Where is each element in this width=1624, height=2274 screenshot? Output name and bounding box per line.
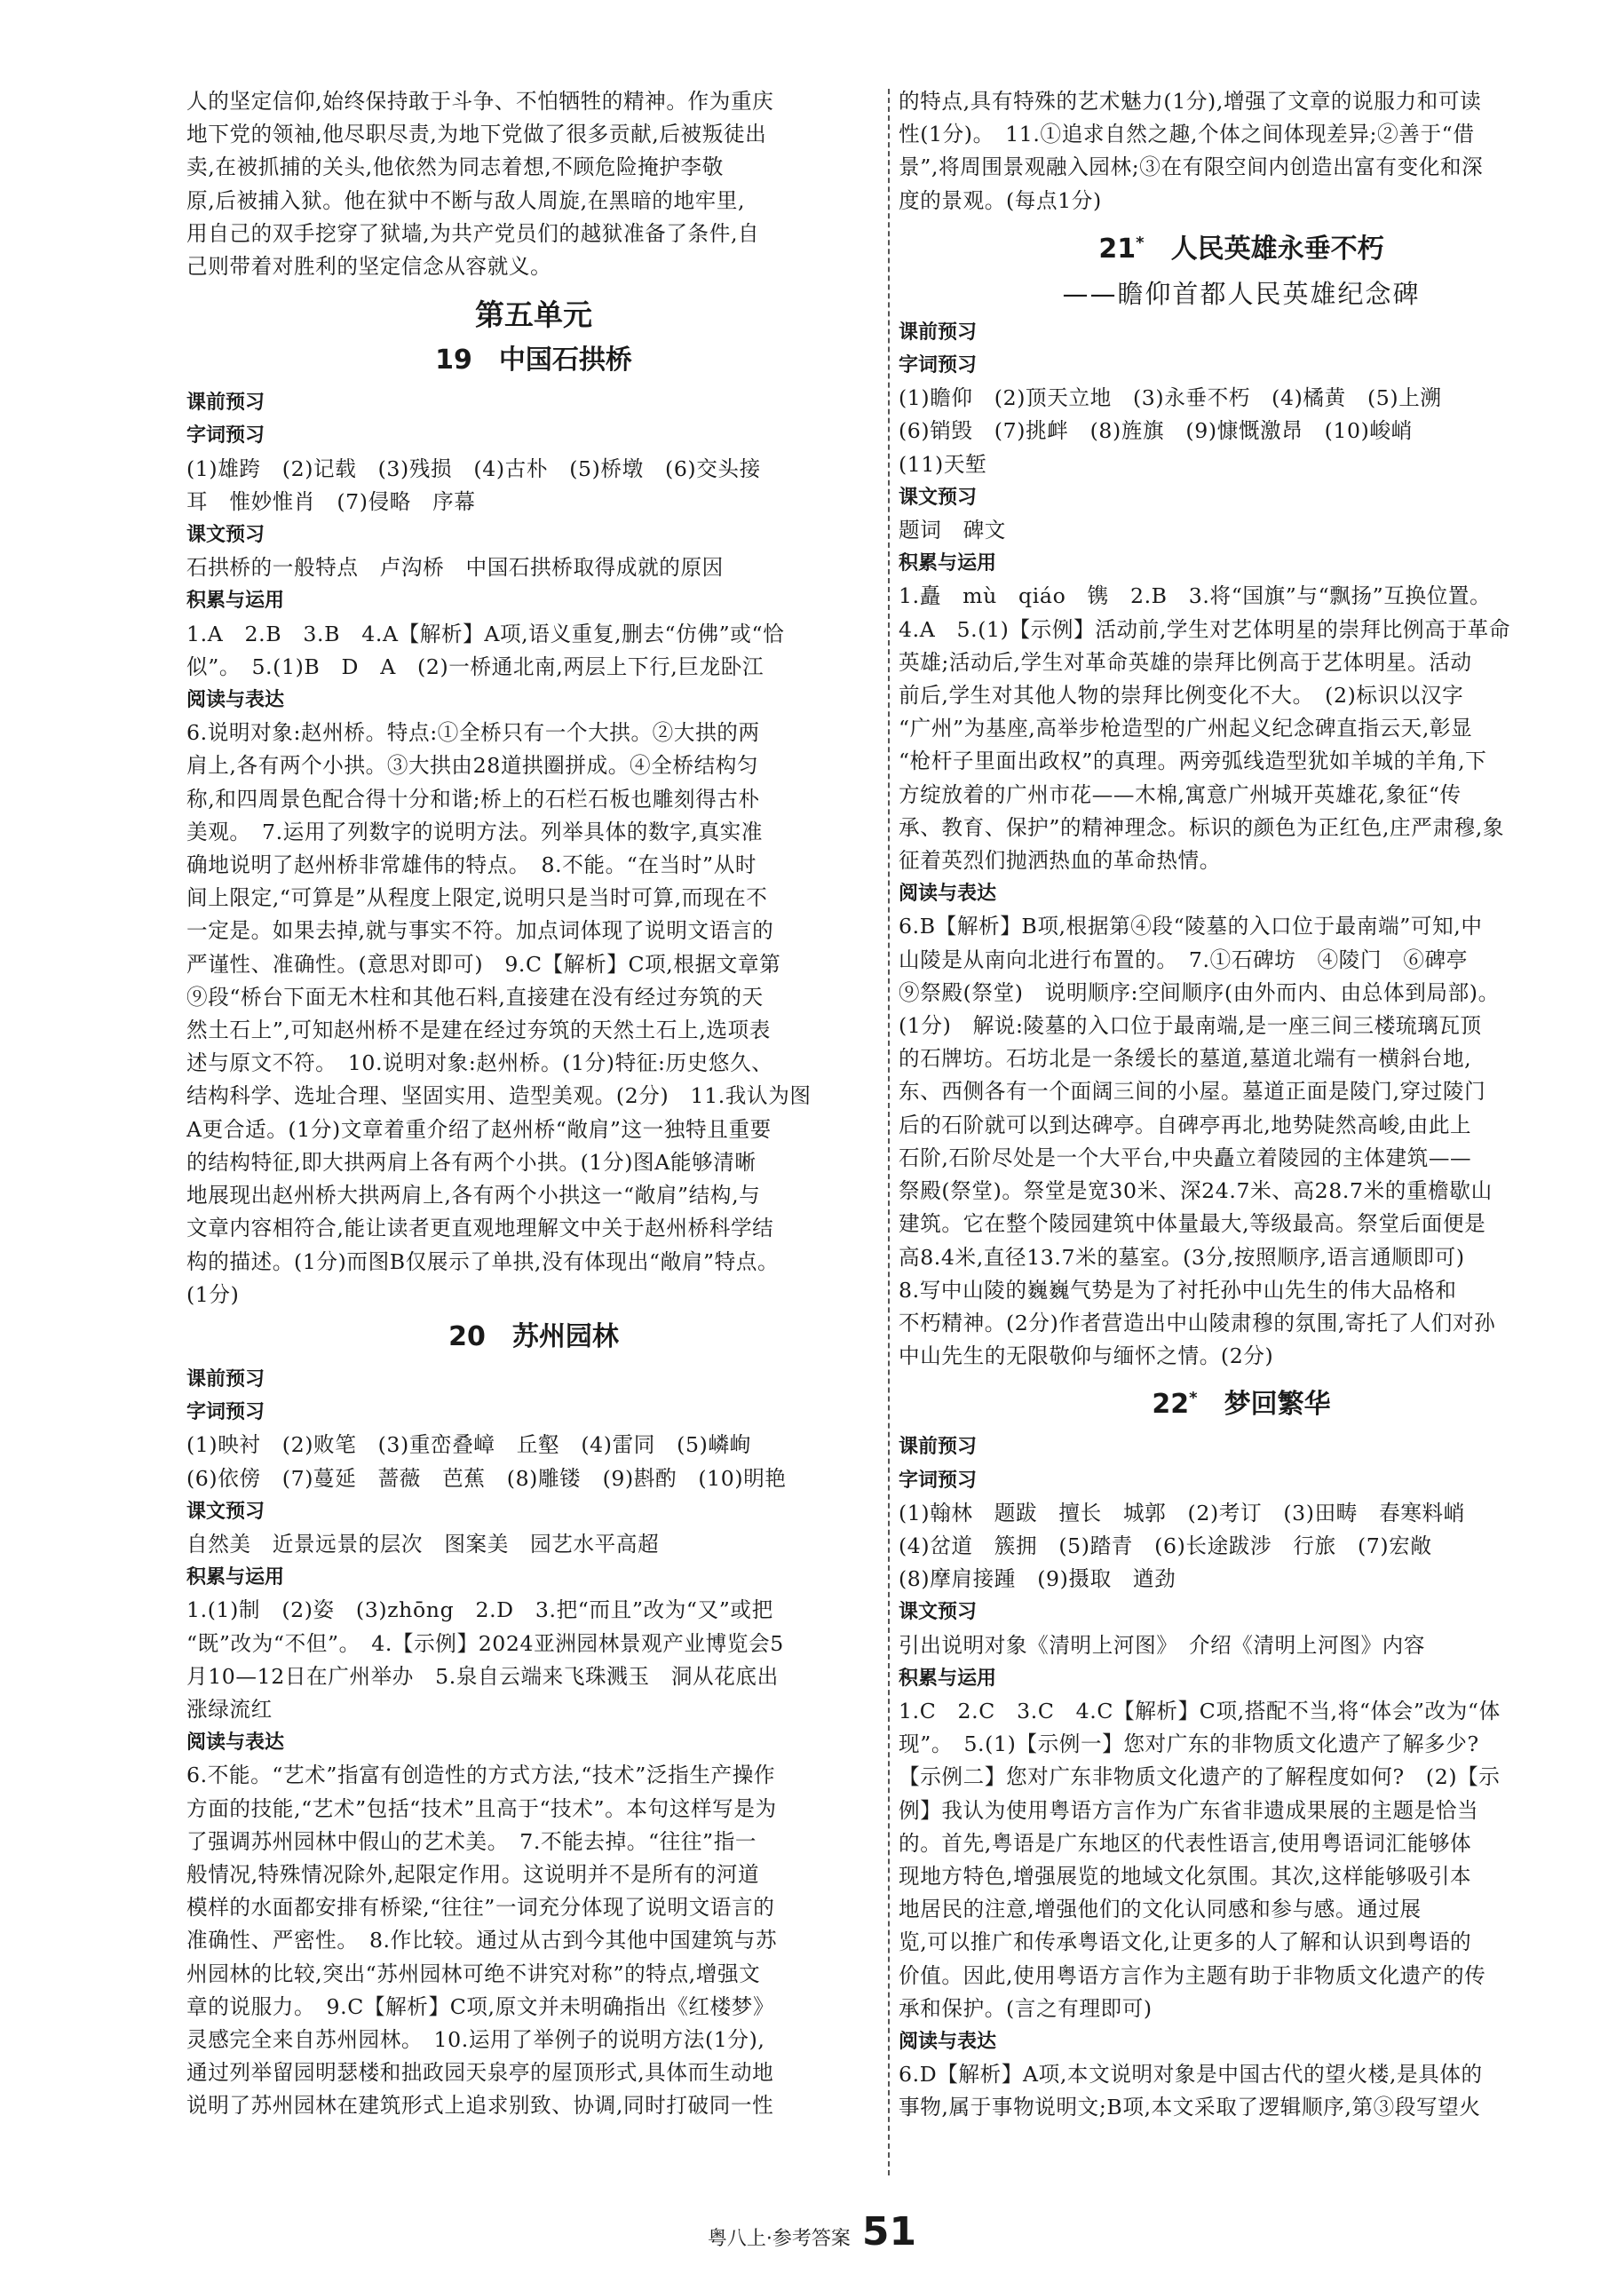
section-heading: 字词预习 — [186, 424, 265, 448]
lesson-title — [899, 1378, 1584, 1425]
text-line: (8)摩肩接踵 (9)摄取 遒劲 — [899, 1566, 1176, 1592]
page-number: 51 — [861, 2209, 917, 2254]
reading-answers — [899, 2058, 1584, 2124]
text-line: 说明了苏州园林在建筑形式上追求别致、协调,同时打破同一性 — [186, 2093, 774, 2119]
text-line: 6.B【解析】B项,根据第④段“陵墓的入口位于最南端”可知,中 — [899, 914, 1483, 939]
section-heading: 课文预习 — [899, 1601, 978, 1624]
word-preview-answers — [186, 453, 881, 519]
text-line: 景”,将周围景观融入园林;③在有限空间内创造出富有变化和深 — [899, 155, 1484, 180]
text-line: 1.矗 mù qiáo 镌 2.B 3.将“国旗”与“飘扬”互换位置。 — [899, 583, 1492, 609]
text-line: 地下党的领袖,他尽职尽责,为地下党做了很多贡献,后被叛徒出 — [186, 122, 767, 147]
lesson-22 — [899, 1378, 1584, 2124]
text-line: 肩上,各有两个小拱。③大拱由28道拱圈拼成。④全桥结构匀 — [186, 753, 759, 779]
text-line: 准确性、严密性。 8.作比较。通过从古到今其他中国建筑与苏 — [186, 1928, 778, 1953]
text-line: 原,后被捕入狱。他在狱中不断与敌人周旋,在黑暗的地牢里, — [186, 187, 746, 213]
text-line: 现”。 5.(1)【示例一】您对广东的非物质文化遗产了解多少? — [899, 1731, 1479, 1757]
section-heading: 课前预习 — [186, 392, 265, 415]
text-line: 人的坚定信仰,始终保持敢于斗争、不怕牺牲的精神。作为重庆 — [186, 89, 774, 114]
text-line: 似”。 5.(1)B D A (2)一桥通北南,两层上下行,巨龙卧江 — [186, 654, 764, 679]
lesson-20 — [186, 1317, 881, 2123]
text-preview-answers — [186, 551, 881, 584]
reading-answers — [186, 1759, 881, 2122]
accumulate-answers — [186, 1594, 881, 1726]
text-line: 中山先生的无限敬仰与缅怀之情。(2分) — [899, 1343, 1274, 1369]
text-line: 1.A 2.B 3.B 4.A【解析】A项,语义重复,删去“仿佛”或“恰 — [186, 621, 785, 646]
reading-answers — [899, 910, 1584, 1373]
text-line: 东、西侧各有一个面阔三间的小屋。墓道正面是陵门,穿过陵门 — [899, 1079, 1486, 1105]
word-preview-answers — [899, 382, 1584, 481]
text-line: 建筑。它在整个陵园建筑中体量最大,等级最高。祭堂后面便是 — [899, 1211, 1486, 1237]
text-line: 耳 惟妙惟肖 (7)侵略 序幕 — [186, 488, 476, 514]
text-line: 了强调苏州园林中假山的艺术美。 7.不能去掉。“往往”指一 — [186, 1828, 757, 1854]
footer-label: 粤八上·参考答案 — [707, 2228, 851, 2250]
section-heading: 字词预习 — [899, 354, 978, 377]
text-line: 览,可以推广和传承粤语文化,让更多的人了解和认识到粤语的 — [899, 1929, 1472, 1955]
text-line: (1分) — [186, 1281, 240, 1307]
text-line: (11)天堑 — [899, 451, 987, 477]
text-line: 方绽放着的广州市花——木棉,寓意广州城开英雄花,象征“传 — [899, 781, 1462, 807]
section-heading: 积累与运用 — [899, 552, 997, 575]
text-line: 前后,学生对其他人物的崇拜比例变化不大。 (2)标识以汉字 — [899, 683, 1464, 709]
text-line: 章的说服力。 9.C【解析】C项,原文并未明确指出《红楼梦》 — [186, 1993, 775, 2019]
text-line: 方面的技能,“艺术”包括“技术”且高于“技术”。本句这样写是为 — [186, 1795, 777, 1821]
text-line: 卖,在被抓捕的关头,他依然为同志着想,不顾危险掩护李敬 — [186, 155, 724, 180]
text-line: 引出说明对象《清明上河图》 介绍《清明上河图》内容 — [899, 1632, 1426, 1658]
text-line: 自然美 近景远景的层次 图案美 园艺水平高超 — [186, 1531, 660, 1557]
section-heading: 课前预习 — [186, 1367, 265, 1391]
text-line: 地展现出赵州桥大拱两肩上,各有两个小拱这一“敞肩”结构,与 — [186, 1183, 761, 1208]
accumulate-answers — [186, 618, 881, 684]
section-heading: 积累与运用 — [186, 1566, 285, 1589]
text-line: 6.说明对象:赵州桥。特点:①全桥只有一个大拱。②大拱的两 — [186, 720, 760, 746]
text-line: 1.C 2.C 3.C 4.C【解析】C项,搭配不当,将“体会”改为“体 — [899, 1698, 1501, 1723]
self-study-mark: * — [1136, 233, 1145, 252]
section-heading: 课文预习 — [186, 1500, 265, 1523]
text-line: 性(1分)。 11.①追求自然之趣,个体之间体现差异;②善于“借 — [899, 122, 1475, 147]
text-line: 的结构特征,即大拱两肩上各有两个小拱。(1分)图A能够清晰 — [186, 1149, 757, 1175]
text-line: 祭殿(祭堂)。祭堂是宽30米、深24.7米、高28.7米的重檐歇山 — [899, 1178, 1493, 1204]
page-footer — [0, 2209, 1624, 2254]
text-line: 月10—12日在广州举办 5.泉自云端来飞珠溅玉 洞从花底出 — [186, 1663, 779, 1689]
left-intro — [186, 85, 881, 283]
text-line: (6)销毁 (7)挑衅 (8)旌旗 (9)慷慨激昂 (10)峻峭 — [899, 418, 1413, 444]
section-heading: 课文预习 — [899, 486, 978, 509]
section-heading: 字词预习 — [186, 1401, 265, 1424]
text-line: 高8.4米,直径13.7米的墓室。(3分,按照顺序,语言通顺即可) — [899, 1244, 1465, 1270]
left-column — [186, 85, 881, 2123]
text-line: 涨绿流红 — [186, 1696, 273, 1722]
text-line: 的。首先,粤语是广东地区的代表性语言,使用粤语词汇能够体 — [899, 1830, 1472, 1856]
text-line: 承和保护。(言之有理即可) — [899, 1995, 1153, 2021]
text-line: 州园林的比较,突出“苏州园林可绝不讲究对称”的特点,增强文 — [186, 1961, 761, 1986]
section-heading: 阅读与表达 — [899, 2030, 997, 2053]
text-line: ⑨段“桥台下面无木柱和其他石料,直接建在没有经过夯筑的天 — [186, 984, 764, 1010]
text-line: “枪杆子里面出政权”的真理。两旁弧线造型犹如羊城的羊角,下 — [899, 749, 1487, 774]
text-preview-answers — [186, 1528, 881, 1561]
text-line: 一定是。如果去掉,就与事实不符。加点词体现了说明文语言的 — [186, 918, 774, 944]
text-line: 题词 碑文 — [899, 518, 1006, 543]
text-line: 确地说明了赵州桥非常雄伟的特点。 8.不能。“在当时”从时 — [186, 852, 757, 878]
text-line: 灵感完全来自苏州园林。 10.运用了举例子的说明方法(1分), — [186, 2026, 765, 2052]
accumulate-answers — [899, 1695, 1584, 2025]
text-line: 石拱桥的一般特点 卢沟桥 中国石拱桥取得成就的原因 — [186, 555, 724, 581]
section-heading: 积累与运用 — [186, 590, 285, 613]
lesson-title: 19 中国石拱桥 — [435, 345, 632, 376]
text-line: 英雄;活动后,学生对革命英雄的崇拜比例高于艺体明星。活动 — [899, 649, 1472, 675]
text-line: (1)映衬 (2)败笔 (3)重峦叠嶂 丘壑 (4)雷同 (5)嶙峋 — [186, 1432, 751, 1458]
text-line: (4)岔道 簇拥 (5)踏青 (6)长途跋涉 行旅 (7)宏敞 — [899, 1533, 1432, 1558]
text-line: 称,和四周景色配合得十分和谐;桥上的石栏石板也雕刻得古朴 — [186, 786, 760, 812]
text-line: 通过列举留园明瑟楼和拙政园天泉亭的屋顶形式,具体而生动地 — [186, 2060, 774, 2086]
column-divider — [888, 89, 890, 2175]
text-line: 的特点,具有特殊的艺术魅力(1分),增强了文章的说服力和可读 — [899, 89, 1482, 114]
text-line: 8.写中山陵的巍巍气势是为了衬托孙中山先生的伟大品格和 — [899, 1277, 1457, 1303]
text-line: 己则带着对胜利的坚定信念从容就义。 — [186, 254, 552, 280]
text-line: 承、教育、保护”的精神理念。标识的颜色为正红色,庄严肃穆,象 — [899, 814, 1505, 840]
right-intro — [899, 85, 1584, 218]
text-line: 6.不能。“艺术”指富有创造性的方式方法,“技术”泛指生产操作 — [186, 1763, 776, 1788]
text-preview-answers — [899, 1629, 1584, 1662]
text-line: A更合适。(1分)文章着重介绍了赵州桥“敞肩”这一独特且重要 — [186, 1116, 772, 1142]
text-line: 用自己的双手挖穿了狱墙,为共产党员们的越狱准备了条件,自 — [186, 220, 760, 246]
lesson-21 — [899, 223, 1584, 1374]
text-line: 严谨性、准确性。(意思对即可) 9.C【解析】C项,根据文章第 — [186, 951, 781, 977]
lesson-number: 21 — [1098, 233, 1137, 265]
text-line: 地居民的注意,增强他们的文化认同感和参与感。通过展 — [899, 1897, 1422, 1922]
word-preview-answers — [899, 1497, 1584, 1597]
section-heading: 积累与运用 — [899, 1667, 997, 1690]
unit-title: 第五单元 — [475, 297, 592, 333]
lesson-title — [899, 223, 1584, 270]
word-preview-answers — [186, 1429, 881, 1494]
text-line: 征着英烈们抛洒热血的革命热情。 — [899, 848, 1221, 874]
section-heading: 字词预习 — [899, 1469, 978, 1492]
text-line: 石阶,石阶尽处是一个大平台,中央矗立着陵园的主体建筑—— — [899, 1145, 1472, 1170]
lesson-name: 梦回繁华 — [1224, 1389, 1331, 1421]
reading-answers — [186, 717, 881, 1311]
section-heading: 阅读与表达 — [186, 1731, 285, 1755]
text-line: 1.(1)制 (2)姿 (3)zhōng 2.D 3.把“而且”改为“又”或把 — [186, 1597, 773, 1623]
text-line: 间上限定,“可算是”从程度上限定,说明只是当时可算,而现在不 — [186, 885, 768, 911]
lesson-number: 22 — [1152, 1389, 1190, 1421]
section-heading: 课前预习 — [899, 1436, 978, 1459]
text-preview-answers — [899, 514, 1584, 547]
accumulate-answers — [899, 580, 1584, 877]
section-heading: 阅读与表达 — [899, 883, 997, 906]
lesson-19 — [186, 340, 881, 1311]
self-study-mark: * — [1189, 1389, 1198, 1408]
text-line: 然土石上”,可知赵州桥不是建在经过夯筑的天然土石上,选项表 — [186, 1018, 771, 1043]
text-line: 山陵是从南向北进行布置的。 7.①石碑坊 ④陵门 ⑥碑亭 — [899, 947, 1468, 972]
text-line: 度的景观。(每点1分) — [899, 187, 1102, 213]
lesson-name: 人民英雄永垂不朽 — [1170, 233, 1384, 265]
text-line: (6)依傍 (7)蔓延 蔷薇 芭蕉 (8)雕镂 (9)斟酌 (10)明艳 — [186, 1465, 787, 1491]
text-line: 模样的水面都安排有桥梁,“往往”一词充分体现了说明文语言的 — [186, 1895, 775, 1921]
right-column — [899, 85, 1584, 2125]
text-line: “既”改为“不但”。 4.【示例】2024亚洲园林景观产业博览会5 — [186, 1630, 784, 1656]
text-line: 结构科学、选址合理、坚固实用、造型美观。(2分) 11.我认为图 — [186, 1083, 812, 1109]
section-heading: 课文预习 — [186, 524, 265, 547]
text-line: (1)翰林 题跋 擅长 城郭 (2)考订 (3)田畴 春寒料峭 — [899, 1500, 1465, 1525]
section-heading: 阅读与表达 — [186, 689, 285, 712]
text-line: (1分) 解说:陵墓的入口位于最南端,是一座三间三楼琉璃瓦顶 — [899, 1013, 1482, 1039]
text-line: 的石牌坊。石坊北是一条缓长的墓道,墓道北端有一横斜台地, — [899, 1046, 1472, 1072]
text-line: ⑨祭殿(祭堂) 说明顺序:空间顺序(由外而内、由总体到局部)。 — [899, 979, 1500, 1005]
text-line: 后的石阶就可以到达碑亭。自碑亭再北,地势陡然高峻,由此上 — [899, 1112, 1472, 1137]
text-line: 例】我认为使用粤语方言作为广东省非遗成果展的主题是恰当 — [899, 1797, 1479, 1823]
lesson-title: 20 苏州园林 — [448, 1320, 619, 1352]
text-line: “广州”为基座,高举步枪造型的广州起义纪念碑直指云天,彰显 — [899, 716, 1473, 741]
lesson-subtitle: ——瞻仰首都人民英雄纪念碑 — [1062, 278, 1421, 309]
text-line: 述与原文不符。 10.说明对象:赵州桥。(1分)特征:历史悠久、 — [186, 1050, 773, 1076]
text-line: 6.D【解析】A项,本文说明对象是中国古代的望火楼,是具体的 — [899, 2062, 1483, 2088]
text-line: 4.A 5.(1)【示例】活动前,学生对艺体明星的崇拜比例高于革命 — [899, 616, 1511, 642]
text-line: 现地方特色,增强展览的地域文化氛围。其次,这样能够吸引本 — [899, 1863, 1472, 1889]
text-line: (1)瞻仰 (2)顶天立地 (3)永垂不朽 (4)橘黄 (5)上溯 — [899, 385, 1442, 411]
text-line: 【示例二】您对广东非物质文化遗产的了解程度如何? (2)【示 — [899, 1764, 1501, 1790]
text-line: 构的描述。(1分)而图B仅展示了单拱,没有体现出“敞肩”特点。 — [186, 1248, 780, 1274]
text-line: 般情况,特殊情况除外,起限定作用。这说明并不是所有的河道 — [186, 1861, 760, 1887]
text-line: 美观。 7.运用了列数字的说明方法。列举具体的数字,真实准 — [186, 819, 764, 844]
section-heading: 课前预习 — [899, 321, 978, 344]
text-line: 不朽精神。(2分)作者营造出中山陵肃穆的氛围,寄托了人们对孙 — [899, 1310, 1496, 1335]
text-line: 事物,属于事物说明文;B项,本文采取了逻辑顺序,第③段写望火 — [899, 2095, 1481, 2120]
text-line: 文章内容相符合,能让读者更直观地理解文中关于赵州桥科学结 — [186, 1216, 774, 1241]
text-line: 价值。因此,使用粤语方言作为主题有助于非物质文化遗产的传 — [899, 1962, 1486, 1988]
text-line: (1)雄跨 (2)记载 (3)残损 (4)古朴 (5)桥墩 (6)交头接 — [186, 456, 761, 481]
